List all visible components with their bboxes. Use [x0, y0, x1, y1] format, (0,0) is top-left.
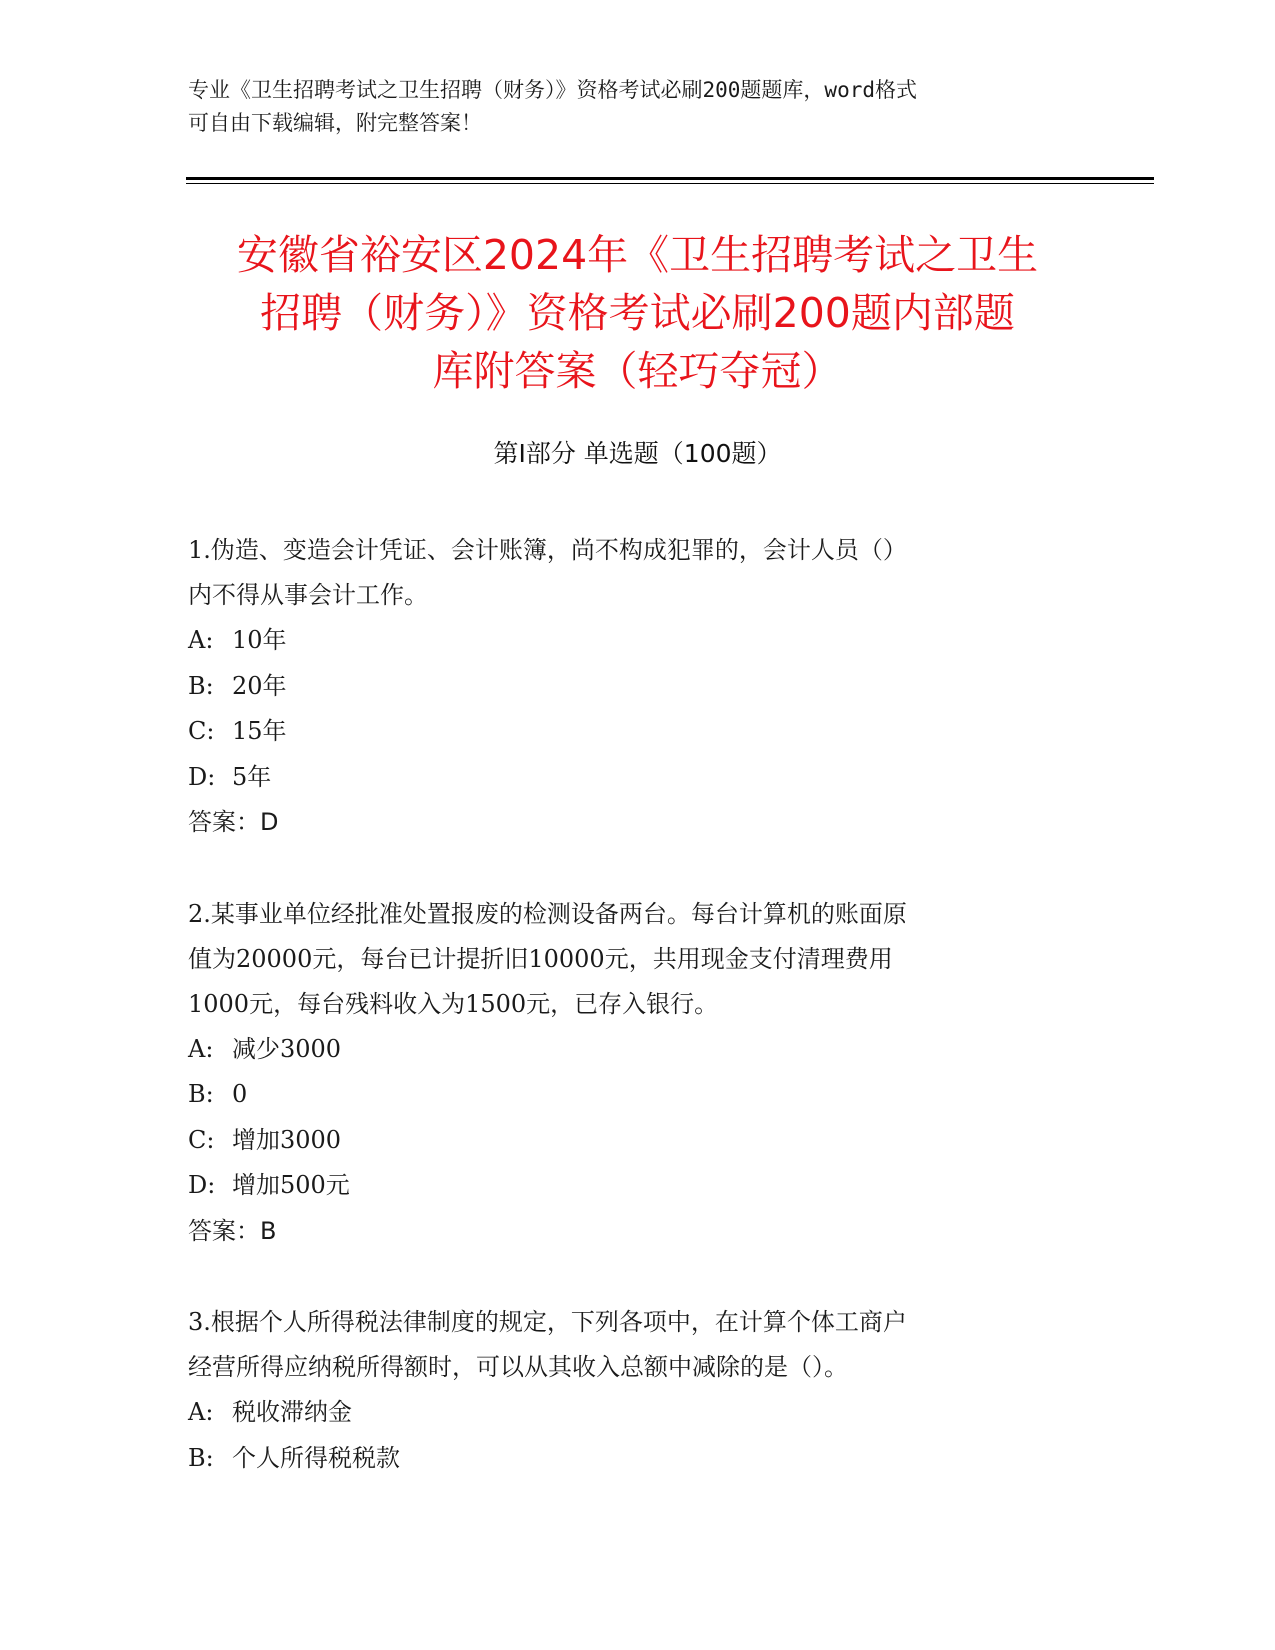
- header-note-line: 专业《卫生招聘考试之卫生招聘（财务）》资格考试必刷200题题库，word格式: [188, 78, 917, 102]
- question-3: [188, 1300, 1088, 1481]
- question-stem-line: 2.某事业单位经批准处置报废的检测设备两台。每台计算机的账面原: [188, 899, 907, 928]
- option-letter: A:: [188, 1034, 214, 1063]
- option-text: 15年: [232, 717, 287, 745]
- option-d: [188, 1163, 1088, 1209]
- question-1: [188, 528, 1088, 846]
- answer-line: 答案：D: [188, 808, 279, 836]
- option-c: [188, 709, 1088, 755]
- header-divider-thin: [186, 183, 1154, 184]
- question-stem-line: 3.根据个人所得税法律制度的规定，下列各项中，在计算个体工商户: [188, 1308, 907, 1336]
- option-letter: B:: [188, 1443, 214, 1472]
- question-stem-line: 值为20000元，每台已计提折旧10000元，共用现金支付清理费用: [188, 944, 893, 973]
- question-stem-line: 经营所得应纳税所得额时，可以从其收入总额中减除的是（）。: [188, 1353, 848, 1381]
- option-text: 0: [232, 1080, 248, 1108]
- answer-line: 答案：B: [188, 1216, 277, 1245]
- option-letter: D:: [188, 1171, 216, 1199]
- header-note: [188, 74, 1088, 140]
- option-text: 增加500元: [232, 1171, 350, 1199]
- question-list: [188, 528, 1088, 1527]
- title-line: 安徽省裕安区2024年《卫生招聘考试之卫生: [236, 231, 1039, 279]
- option-letter: B:: [188, 1080, 214, 1108]
- option-text: 减少3000: [232, 1034, 342, 1063]
- question-stem-line: 内不得从事会计工作。: [188, 581, 428, 609]
- section-heading: 第Ⅰ部分 单选题（100题）: [493, 439, 782, 468]
- option-a: [188, 1390, 1088, 1436]
- option-letter: C:: [188, 1125, 215, 1154]
- option-text: 增加3000: [232, 1125, 342, 1154]
- option-letter: A:: [188, 626, 214, 654]
- option-a: [188, 1027, 1088, 1073]
- option-b: [188, 664, 1088, 710]
- option-text: 10年: [232, 626, 287, 654]
- option-letter: C:: [188, 717, 215, 745]
- option-text: 个人所得税税款: [232, 1443, 400, 1472]
- option-text: 税收滞纳金: [232, 1398, 352, 1426]
- question-stem-line: 1000元，每台残料收入为1500元，已存入银行。: [188, 989, 719, 1018]
- option-letter: B:: [188, 671, 214, 700]
- option-b: [188, 1072, 1088, 1118]
- option-letter: D:: [188, 762, 216, 791]
- title-line: 招聘（财务）》资格考试必刷200题内部题: [260, 289, 1015, 337]
- header-divider-thick: [186, 177, 1154, 180]
- document-title: [150, 226, 1125, 400]
- question-stem-line: 1.伪造、变造会计凭证、会计账簿，尚不构成犯罪的，会计人员（）: [188, 536, 907, 564]
- header-note-line: 可自由下载编辑，附完整答案！: [188, 111, 482, 135]
- option-b: [188, 1436, 1088, 1482]
- option-letter: A:: [188, 1398, 214, 1426]
- option-text: 5年: [232, 762, 272, 791]
- option-text: 20年: [232, 671, 287, 700]
- title-line: 库附答案（轻巧夺冠）: [432, 347, 843, 395]
- question-2: [188, 892, 1088, 1255]
- option-a: [188, 618, 1088, 664]
- option-d: [188, 755, 1088, 801]
- option-c: [188, 1118, 1088, 1164]
